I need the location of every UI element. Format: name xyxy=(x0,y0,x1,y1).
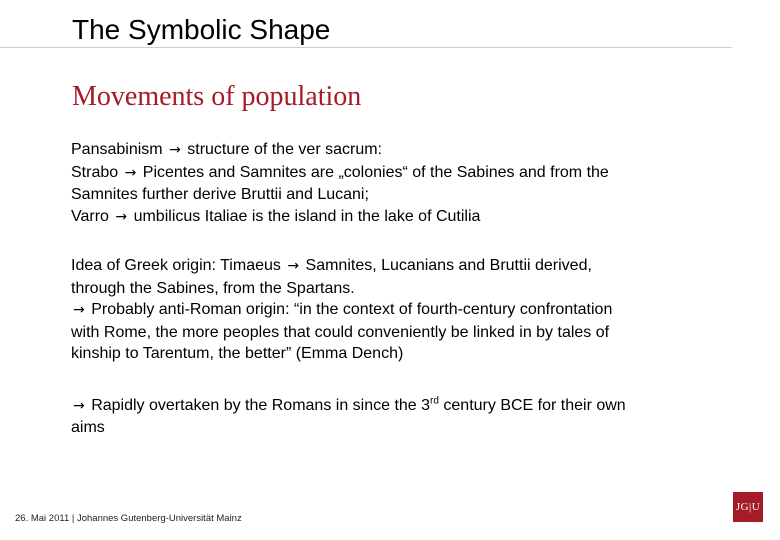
text-segment: Varro xyxy=(71,207,109,225)
arrow-right-icon: → xyxy=(287,258,300,274)
paragraph-spacer xyxy=(71,365,631,395)
footer-text: 26. Mai 2011 | Johannes Gutenberg-Universität Mainz xyxy=(15,513,242,524)
arrow-right-icon: → xyxy=(73,302,85,318)
slide-content xyxy=(71,139,631,439)
paragraph-spacer xyxy=(71,228,631,255)
university-logo: JG|U xyxy=(733,492,763,522)
text-segment: Samnites, Lucanians and Bruttii derived, through the Sabines, from the Spartans. xyxy=(71,257,592,297)
text-segment: century BCE for their own aims xyxy=(71,396,626,436)
arrow-right-icon: → xyxy=(115,208,128,225)
text-segment: Probably anti-Roman origin: “in the context of fourth-century confrontation with Rome, the more peoples that could conveniently be linked in by tales of kinship to Tarentum, the better” (Emma Dench) xyxy=(71,301,613,362)
arrow-right-icon: → xyxy=(124,164,137,181)
paragraph-romans xyxy=(71,395,631,439)
text-segment: Pansabinism xyxy=(71,141,163,158)
arrow-right-icon: → xyxy=(73,397,85,414)
arrow-right-icon: → xyxy=(169,142,181,158)
text-segment: Picentes and Samnites are „colonies“ of the Sabines and from the Samnites further derive Bruttii and Lucani; xyxy=(71,163,609,203)
title-divider xyxy=(0,47,732,48)
text-segment: structure of the ver sacrum: xyxy=(187,141,382,158)
paragraph-greek-origin xyxy=(71,255,631,365)
paragraph-pansabinism xyxy=(71,139,631,228)
superscript-ordinal: rd xyxy=(430,395,439,407)
text-segment: Idea of Greek origin: Timaeus xyxy=(71,257,281,274)
text-segment: Rapidly overtaken by the Romans in since the 3 xyxy=(91,396,431,414)
text-segment: umbilicus Italiae is the island in the lake of Cutilia xyxy=(133,207,481,225)
text-segment: Strabo xyxy=(71,163,119,181)
slide-subtitle: Movements of population xyxy=(72,81,362,112)
slide-title: The Symbolic Shape xyxy=(72,14,331,45)
